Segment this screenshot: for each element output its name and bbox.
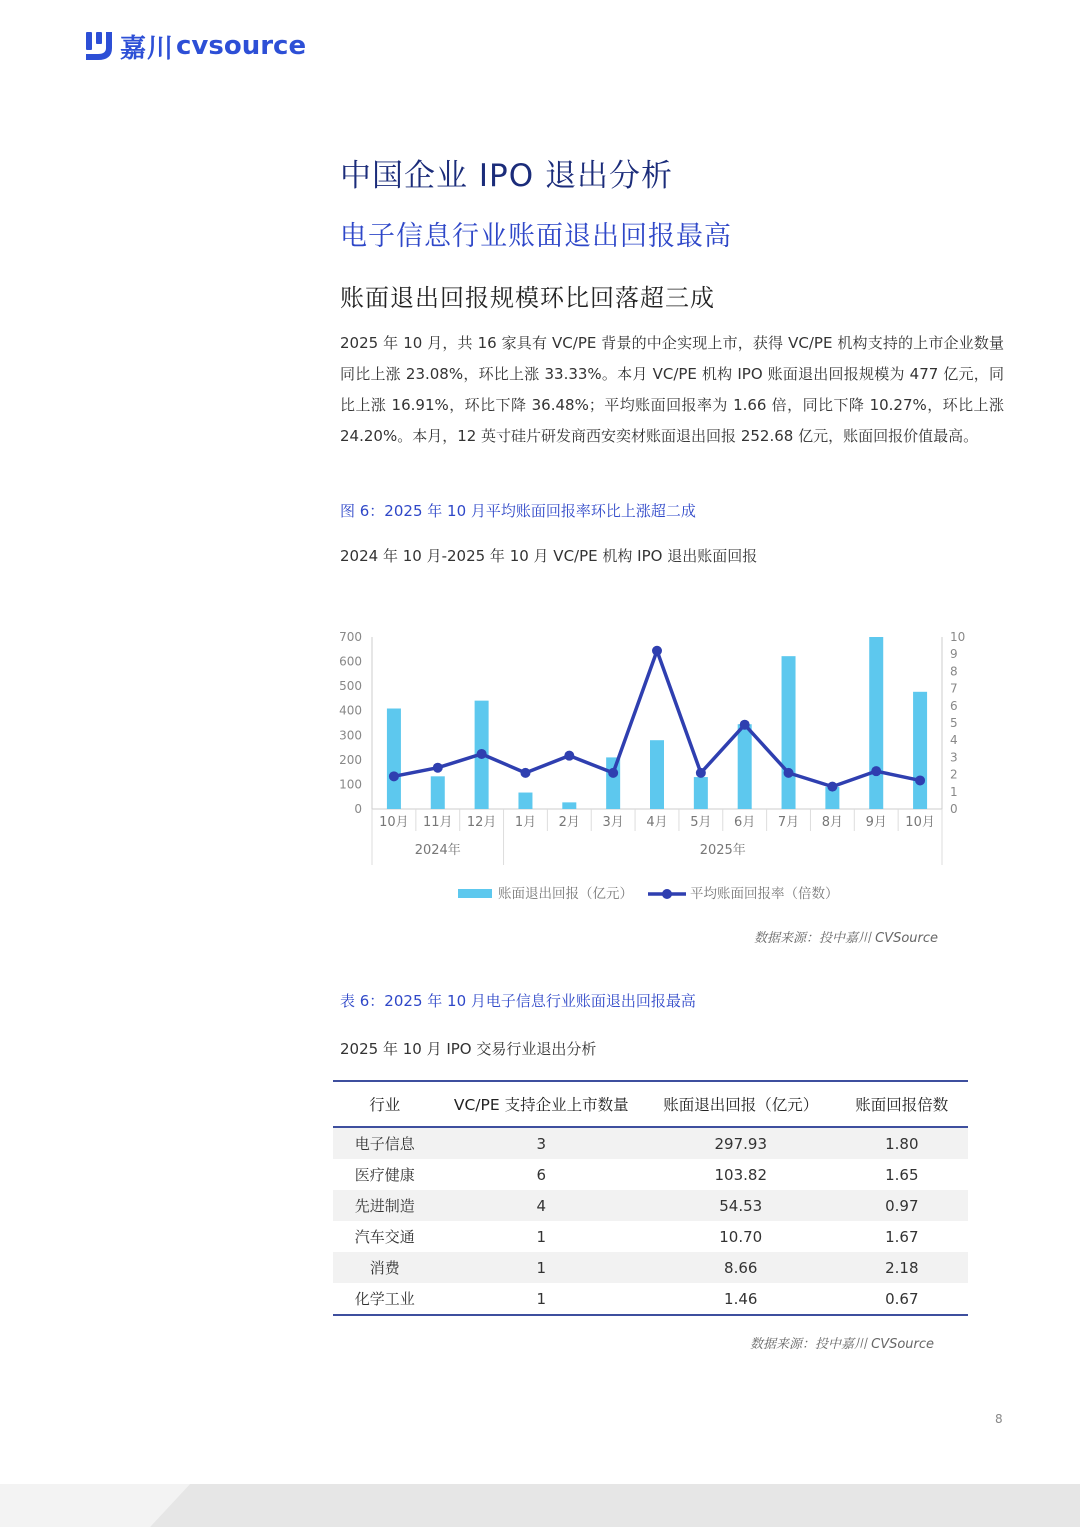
y-right-tick-label: 4 [950,733,958,748]
cell-multiple: 1.67 [885,1227,919,1246]
y-left-tick-label: 300 [339,728,362,743]
cell-return: 1.46 [646,1283,836,1315]
cell-industry: 先进制造 [333,1190,437,1221]
y-left-tick-label: 700 [339,630,362,644]
bar-book-return [869,637,883,809]
cell-multiple: 0.97 [836,1190,968,1221]
figure-subtitle: 2024 年 10 月-2025 年 10 月 VC/PE 机构 IPO 退出账面回报 [340,547,758,565]
brand-logo [84,28,306,64]
bar-book-return [650,740,664,809]
cell-count: 1 [536,1227,546,1246]
bar-book-return [738,724,752,809]
cell-return: 8.66 [646,1252,836,1283]
x-tick-label: 8月 [821,815,844,830]
line-point-avg-return-rate [784,768,794,778]
line-point-avg-return-rate [477,749,487,759]
cell-industry: 医疗健康 [354,1166,415,1184]
y-left-tick-label: 500 [339,679,362,694]
body-paragraph: 2025 年 10 月，共 16 家具有 VC/PE 背景的中企实现上市，获得 VC/PE 机构支持的上市企业数量同比上涨 23.08%，环比上涨 33.33%。本月 VC/PE 机构 IPO 账面退出回报规模为 477 亿元，同比上涨 16.91%，环比下降 36.48%；平均账面回报率为 1.66 倍，同比下降 10.27%，环比上涨 24.20%。本月，12 英寸硅片研发商西安奕材账面退出回报 252.68 亿元，账面回报价值最高。 [340,334,1004,445]
y-right-tick-label: 0 [950,802,958,816]
y-right-tick-label: 5 [950,716,958,730]
table-row [333,1159,968,1190]
bar-book-return [694,777,708,809]
figure-source: 数据来源：投中嘉川 CVSource [754,931,939,946]
line-point-avg-return-rate [564,751,574,761]
bar-book-return [387,709,401,809]
cell-count: 4 [437,1190,646,1221]
figure-title: 图 6：2025 年 10 月平均账面回报率环比上涨超二成 [340,502,696,520]
x-tick-label: 9月 [865,815,887,830]
line-point-avg-return-rate [520,768,530,778]
line-point-avg-return-rate [827,782,837,792]
page-title: 中国企业 IPO 退出分析 [340,158,673,194]
y-right-tick-label: 9 [950,647,958,662]
bar-book-return [431,776,445,809]
cell-multiple: 1.65 [885,1165,919,1184]
cell-multiple: 1.80 [836,1127,968,1159]
table-row [333,1283,968,1315]
y-left-tick-label: 400 [339,703,362,718]
line-point-avg-return-rate [433,763,443,773]
legend-label-bar: 账面退出回报（亿元） [498,886,633,902]
footer-decoration [0,1484,1080,1527]
line-point-avg-return-rate [652,646,662,656]
section-title: 账面退出回报规模环比回落超三成 [340,284,715,312]
y-left-tick-label: 600 [339,654,362,669]
cell-count: 3 [437,1127,646,1159]
x-year-group-label: 2025年 [699,843,746,858]
bar-book-return [606,757,620,809]
x-tick-label: 12月 [466,815,497,830]
y-left-tick-label: 100 [339,777,362,792]
table-subtitle: 2025 年 10 月 IPO 交易行业退出分析 [340,1040,597,1058]
bar-book-return [782,656,796,809]
cell-return: 10.70 [719,1227,763,1246]
table-header-row [333,1081,968,1127]
cell-industry: 电子信息 [333,1127,437,1159]
line-point-avg-return-rate [389,771,399,781]
y-left-tick-label: 200 [339,752,362,767]
header-book-return: 账面退出回报（亿元） [646,1081,836,1127]
line-point-avg-return-rate [915,775,925,785]
bar-book-return [518,793,532,809]
bar-book-return [913,692,927,809]
y-right-tick-label: 6 [950,698,958,713]
x-tick-label: 2月 [558,815,580,830]
exit-return-chart [330,615,970,915]
brand-name-en: cvsource [176,31,307,61]
cell-industry: 汽车交通 [354,1228,415,1246]
y-right-tick-label: 3 [950,750,958,765]
line-point-avg-return-rate [871,766,881,776]
cell-count: 6 [536,1165,546,1184]
cell-industry: 消费 [333,1252,437,1283]
y-left-tick-label: 0 [354,802,362,816]
x-tick-label: 3月 [602,815,624,830]
x-tick-label: 7月 [777,815,800,830]
y-right-tick-label: 2 [950,767,958,782]
cell-multiple: 0.67 [836,1283,968,1315]
cell-count: 1 [437,1252,646,1283]
table-row [333,1221,968,1252]
line-point-avg-return-rate [740,720,750,730]
y-right-tick-label: 7 [950,681,958,696]
brand-name-cn: 嘉川 [120,33,175,64]
x-tick-label: 5月 [690,815,712,830]
cell-return: 54.53 [646,1190,836,1221]
line-point-avg-return-rate [696,768,706,778]
cell-return: 103.82 [714,1165,767,1184]
header-industry: 行业 [333,1081,437,1127]
cell-industry: 化学工业 [333,1283,437,1315]
legend-swatch-bar [458,889,492,898]
table-title: 表 6：2025 年 10 月电子信息行业账面退出回报最高 [340,992,696,1010]
x-year-group-label: 2024年 [414,843,461,858]
bar-book-return [562,802,576,809]
x-tick-label: 11月 [422,815,453,830]
x-tick-label: 10月 [905,815,935,830]
header-return-multiple: 账面回报倍数 [836,1081,968,1127]
y-right-tick-label: 8 [950,664,958,679]
cell-multiple: 2.18 [836,1252,968,1283]
legend-swatch-line-marker [662,889,672,899]
x-tick-label: 10月 [379,815,409,830]
table-row [333,1127,968,1159]
y-right-tick-label: 1 [950,784,958,799]
x-tick-label: 1月 [514,815,537,830]
industry-exit-table [333,1080,968,1316]
table-source: 数据来源：投中嘉川 CVSource [750,1337,935,1352]
legend-label-line: 平均账面回报率（倍数） [690,886,839,902]
header-listed-count: VC/PE 支持企业上市数量 [437,1081,646,1127]
cell-return: 297.93 [646,1127,836,1159]
table-row [333,1252,968,1283]
x-tick-label: 6月 [734,815,756,830]
page-subtitle: 电子信息行业账面退出回报最高 [340,221,732,252]
brand-mark-icon [84,30,114,62]
table-row [333,1190,968,1221]
x-tick-label: 4月 [646,815,668,830]
page-number: 8 [995,1412,1003,1426]
line-point-avg-return-rate [608,768,618,778]
cell-count: 1 [437,1283,646,1315]
y-right-tick-label: 10 [950,630,966,644]
